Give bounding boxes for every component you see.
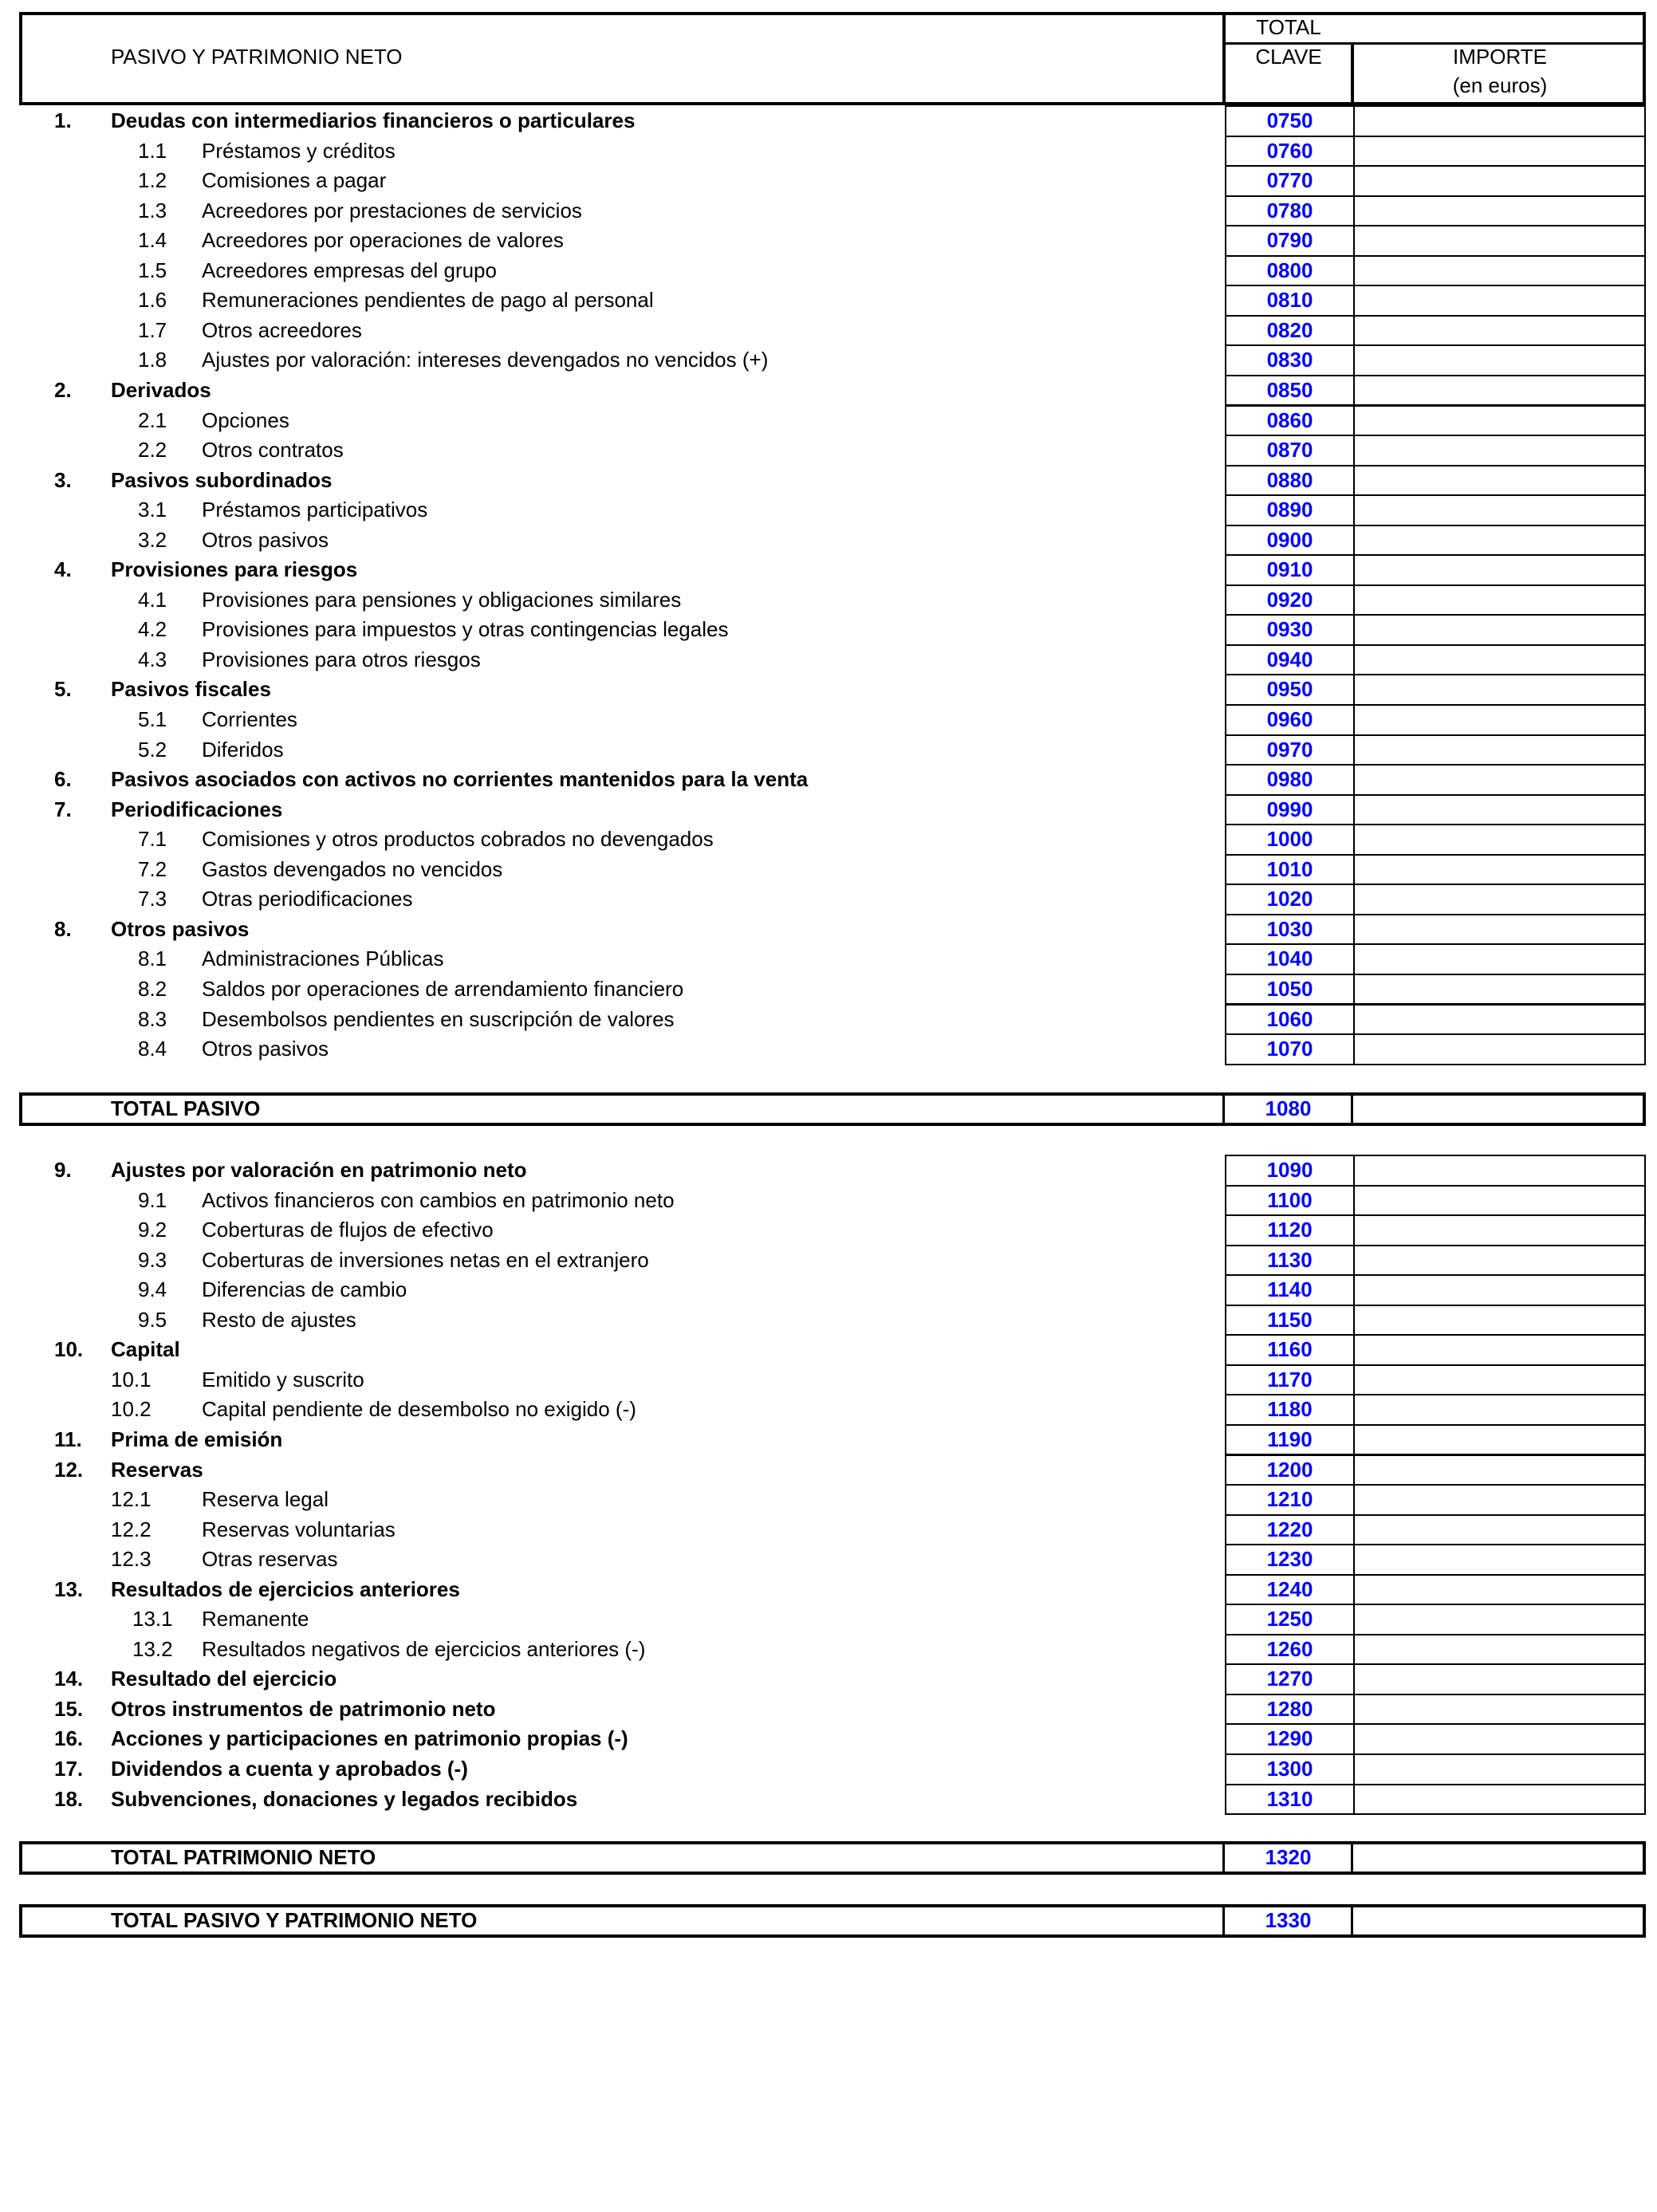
row-label: Otros pasivos [202,1037,329,1061]
clave-code: 1200 [1225,1454,1355,1486]
row-label: Provisiones para pensiones y obligaciones similares [202,587,682,612]
row-label: Pasivos asociados con activos no corrientes mantenidos para la venta [111,767,809,792]
row-label: Coberturas de flujos de efectivo [202,1218,494,1242]
importe-cell[interactable] [1353,824,1646,856]
importe-cell[interactable] [1353,1604,1646,1635]
clave-code: 1020 [1225,884,1355,915]
total-patrimonio-label: TOTAL PATRIMONIO NETO [111,1845,376,1869]
importe-cell[interactable] [1353,435,1646,466]
clave-code: 0780 [1225,195,1355,227]
row-label: Derivados [111,377,211,402]
row-number: 4.2 [138,617,167,642]
importe-cell[interactable] [1353,1424,1646,1456]
row-number: 4. [54,557,72,582]
importe-cell[interactable] [1353,1305,1646,1336]
row-label: Pasivos fiscales [111,677,271,702]
row-number: 16. [54,1726,84,1751]
row-number: 9.3 [138,1247,167,1272]
row-number: 9.5 [138,1307,167,1332]
row-divider [1222,1904,1225,1938]
importe-cell[interactable] [1353,465,1646,497]
row-label: Emitido y suscrito [202,1367,364,1391]
importe-cell[interactable] [1353,974,1646,1006]
row-number: 17. [54,1757,84,1781]
clave-code: 0920 [1225,584,1355,616]
row-divider [1351,1841,1353,1875]
importe-cell[interactable] [1353,644,1646,676]
row-label: Capital pendiente de desembolso no exigido (-) [202,1397,636,1422]
row-number: 9.1 [138,1187,167,1212]
importe-cell[interactable] [1353,734,1646,766]
importe-cell[interactable] [1353,1454,1646,1486]
row-number: 10. [54,1337,84,1362]
row-label: Periodificaciones [111,797,283,821]
row-label: Préstamos y créditos [202,138,396,163]
row-number: 9. [54,1158,72,1182]
importe-cell[interactable] [1353,225,1646,257]
importe-cell[interactable] [1353,704,1646,736]
row-label: Subvenciones, donaciones y legados recibidos [111,1786,578,1811]
row-number: 10.2 [111,1397,152,1422]
row-label: Otros acreedores [202,317,362,342]
importe-cell[interactable] [1353,494,1646,526]
importe-cell[interactable] [1353,1784,1646,1816]
row-number: 5. [54,677,72,702]
importe-cell[interactable] [1353,1033,1646,1065]
row-label: Gastos devengados no vencidos [202,856,503,881]
total-general-label: TOTAL PASIVO Y PATRIMONIO NETO [111,1908,478,1932]
row-number: 5.1 [138,707,167,731]
row-number: 2.1 [138,407,167,432]
importe-cell[interactable] [1353,1334,1646,1366]
row-number: 1.4 [138,228,167,253]
row-number: 18. [54,1786,84,1811]
importe-label: IMPORTE [1453,45,1547,69]
clave-code: 0960 [1225,704,1355,736]
row-label: Otras periodificaciones [202,887,413,911]
row-number: 5.2 [138,737,167,762]
clave-code: 0940 [1225,644,1355,676]
row-label: Coberturas de inversiones netas en el extranjero [202,1247,649,1272]
clave-code: 0990 [1225,794,1355,826]
row-number: 14. [54,1667,84,1691]
clave-code: 0810 [1225,285,1355,317]
clave-code: 1000 [1225,824,1355,856]
row-number: 7.1 [138,827,167,852]
importe-cell[interactable] [1353,884,1646,915]
clave-code: 1290 [1225,1723,1355,1755]
clave-code: 1220 [1225,1514,1355,1546]
clave-code: 0970 [1225,734,1355,766]
row-number: 1. [54,108,72,132]
row-number: 4.3 [138,647,167,671]
row-number: 12. [54,1457,84,1482]
clave-code: 0850 [1225,375,1355,407]
importe-cell[interactable] [1353,764,1646,796]
row-label: Administraciones Públicas [202,947,444,971]
importe-cell[interactable] [1353,1245,1646,1277]
row-number: 8.4 [138,1037,167,1061]
row-label: Pasivos subordinados [111,467,333,492]
importe-cell[interactable] [1353,1394,1646,1426]
clave-code: 1300 [1225,1753,1355,1785]
clave-code: 0790 [1225,225,1355,257]
row-label: Otras reservas [202,1547,338,1572]
total-patrimonio-code: 1320 [1265,1845,1312,1869]
importe-cell[interactable] [1353,1663,1646,1695]
row-label: Deudas con intermediarios financieros o particulares [111,108,636,132]
row-label: Capital [111,1337,180,1362]
row-label: Corrientes [202,707,297,731]
clave-code: 1010 [1225,854,1355,886]
importe-cell[interactable] [1353,285,1646,317]
row-number: 1.1 [138,138,167,163]
row-number: 8.1 [138,947,167,971]
row-number: 11. [54,1427,82,1451]
row-label: Ajustes por valoración en patrimonio neto [111,1158,527,1182]
row-divider [1222,1092,1225,1126]
importe-cell[interactable] [1353,195,1646,227]
total-pasivo-amount-cell[interactable] [1354,1096,1643,1123]
importe-cell[interactable] [1353,914,1646,946]
row-label: Otros instrumentos de patrimonio neto [111,1696,496,1721]
row-number: 13.2 [132,1636,173,1661]
importe-cell[interactable] [1353,1574,1646,1606]
row-number: 3.1 [138,498,167,522]
importe-cell[interactable] [1353,614,1646,646]
importe-cell[interactable] [1353,584,1646,616]
row-label: Préstamos participativos [202,498,428,522]
importe-unit: (en euros) [1452,73,1548,97]
clave-code: 1310 [1225,1784,1355,1816]
row-label: Prima de emisión [111,1427,283,1451]
row-label: Remanente [202,1607,309,1631]
clave-code: 1230 [1225,1544,1355,1576]
row-number: 12.3 [111,1547,152,1572]
total-patrimonio-amount-cell[interactable] [1354,1844,1643,1872]
clave-code: 0900 [1225,525,1355,557]
row-label: Resto de ajustes [202,1307,356,1332]
row-number: 8. [54,916,72,941]
importe-cell[interactable] [1353,255,1646,287]
clave-code: 0870 [1225,435,1355,466]
row-number: 3. [54,467,72,492]
row-label: Provisiones para impuestos y otras contingencias legales [202,617,729,642]
row-label: Resultados negativos de ejercicios anteriores (-) [202,1636,646,1661]
row-number: 2.2 [138,438,167,462]
importe-cell[interactable] [1353,165,1646,197]
importe-cell[interactable] [1353,1484,1646,1516]
clave-label: CLAVE [1255,45,1322,69]
clave-code: 1260 [1225,1634,1355,1666]
row-number: 10.1 [111,1367,152,1391]
row-label: Diferencias de cambio [202,1277,407,1302]
row-number: 3.2 [138,527,167,552]
row-label: Acreedores por operaciones de valores [202,228,564,253]
importe-cell[interactable] [1353,1723,1646,1755]
row-label: Dividendos a cuenta y aprobados (-) [111,1757,468,1781]
row-number: 1.7 [138,317,167,342]
clave-code: 1170 [1225,1364,1355,1396]
total-general-amount-cell[interactable] [1354,1907,1643,1935]
clave-code: 1160 [1225,1334,1355,1366]
importe-cell[interactable] [1353,854,1646,886]
row-label: Provisiones para otros riesgos [202,647,481,671]
row-label: Desembolsos pendientes en suscripción de valores [202,1006,675,1031]
clave-code: 1130 [1225,1245,1355,1277]
row-number: 8.2 [138,976,167,1001]
row-number: 7.2 [138,856,167,881]
row-number: 8.3 [138,1006,167,1031]
total-pasivo-code: 1080 [1265,1096,1312,1120]
row-number: 7.3 [138,887,167,911]
row-divider [1351,1904,1353,1938]
row-label: Opciones [202,407,289,432]
row-number: 9.2 [138,1218,167,1242]
row-number: 1.2 [138,168,167,193]
clave-code: 1240 [1225,1574,1355,1606]
row-number: 4.1 [138,587,167,612]
clave-code: 0910 [1225,554,1355,586]
importe-cell[interactable] [1353,1544,1646,1576]
row-number: 1.5 [138,258,167,282]
total-label: TOTAL [1256,15,1321,39]
importe-cell[interactable] [1353,943,1646,975]
row-label: Resultado del ejercicio [111,1667,337,1691]
clave-code: 1120 [1225,1214,1355,1246]
clave-code: 1100 [1225,1185,1355,1217]
clave-code: 0820 [1225,315,1355,347]
row-number: 12.2 [111,1517,152,1541]
importe-cell[interactable] [1353,1634,1646,1666]
clave-code: 0880 [1225,465,1355,497]
clave-code: 1190 [1225,1424,1355,1456]
row-label: Acreedores por prestaciones de servicios [202,198,582,222]
clave-code: 0760 [1225,136,1355,167]
row-label: Otros pasivos [111,916,250,941]
clave-code: 1140 [1225,1274,1355,1306]
importe-cell[interactable] [1353,1694,1646,1726]
row-label: Ajustes por valoración: intereses devengados no vencidos (+) [202,348,769,372]
row-number: 9.4 [138,1277,167,1302]
clave-code: 1070 [1225,1033,1355,1065]
clave-code: 1090 [1225,1155,1355,1187]
row-number: 6. [54,767,72,792]
importe-cell[interactable] [1353,405,1646,437]
importe-cell[interactable] [1353,136,1646,167]
importe-cell[interactable] [1353,794,1646,826]
clave-code: 1030 [1225,914,1355,946]
clave-code: 0980 [1225,764,1355,796]
row-label: Activos financieros con cambios en patrimonio neto [202,1187,675,1212]
row-label: Otros contratos [202,438,344,462]
clave-code: 1150 [1225,1305,1355,1336]
clave-code: 0950 [1225,674,1355,706]
row-label: Reservas [111,1457,203,1482]
clave-code: 1050 [1225,974,1355,1006]
clave-code: 1040 [1225,943,1355,975]
total-pasivo-label: TOTAL PASIVO [111,1096,261,1120]
row-number: 1.6 [138,288,167,313]
importe-cell[interactable] [1353,1274,1646,1306]
row-label: Acciones y participaciones en patrimonio propias (-) [111,1726,628,1751]
clave-code: 0930 [1225,614,1355,646]
row-label: Diferidos [202,737,284,762]
clave-code: 1180 [1225,1394,1355,1426]
row-divider [1222,1841,1225,1875]
importe-cell[interactable] [1353,315,1646,347]
row-label: Provisiones para riesgos [111,557,358,582]
clave-code: 0770 [1225,165,1355,197]
row-number: 1.3 [138,198,167,222]
importe-cell[interactable] [1353,1214,1646,1246]
importe-cell[interactable] [1353,1155,1646,1187]
row-number: 13.1 [132,1607,173,1631]
row-number: 15. [54,1696,84,1721]
clave-code: 0800 [1225,255,1355,287]
row-label: Otros pasivos [202,527,329,552]
importe-cell[interactable] [1353,344,1646,376]
row-number: 12.1 [111,1487,152,1512]
row-label: Reservas voluntarias [202,1517,396,1541]
importe-cell[interactable] [1353,1364,1646,1396]
importe-cell[interactable] [1353,1514,1646,1546]
importe-cell[interactable] [1353,674,1646,706]
row-label: Resultados de ejercicios anteriores [111,1576,460,1601]
section-title: PASIVO Y PATRIMONIO NETO [111,45,403,69]
importe-cell[interactable] [1353,1185,1646,1217]
row-label: Saldos por operaciones de arrendamiento financiero [202,976,684,1001]
clave-code: 1270 [1225,1663,1355,1695]
row-label: Reserva legal [202,1487,329,1512]
importe-cell[interactable] [1353,525,1646,557]
clave-code: 0890 [1225,494,1355,526]
row-label: Comisiones y otros productos cobrados no devengados [202,827,714,852]
row-number: 2. [54,377,72,402]
clave-code: 1250 [1225,1604,1355,1635]
clave-code: 1060 [1225,1004,1355,1036]
row-number: 7. [54,797,72,821]
total-general-code: 1330 [1265,1908,1312,1932]
row-label: Comisiones a pagar [202,168,387,193]
importe-cell[interactable] [1353,375,1646,407]
row-divider [1351,1092,1353,1126]
row-label: Remuneraciones pendientes de pago al personal [202,288,654,313]
importe-cell[interactable] [1353,554,1646,586]
clave-code: 0750 [1225,105,1355,137]
row-label: Acreedores empresas del grupo [202,258,497,282]
importe-cell[interactable] [1353,1004,1646,1036]
row-number: 1.8 [138,348,167,372]
clave-code: 1210 [1225,1484,1355,1516]
importe-cell[interactable] [1353,1753,1646,1785]
importe-cell[interactable] [1353,105,1646,137]
clave-code: 0830 [1225,344,1355,376]
clave-code: 1280 [1225,1694,1355,1726]
clave-code: 0860 [1225,405,1355,437]
row-number: 13. [54,1576,84,1601]
